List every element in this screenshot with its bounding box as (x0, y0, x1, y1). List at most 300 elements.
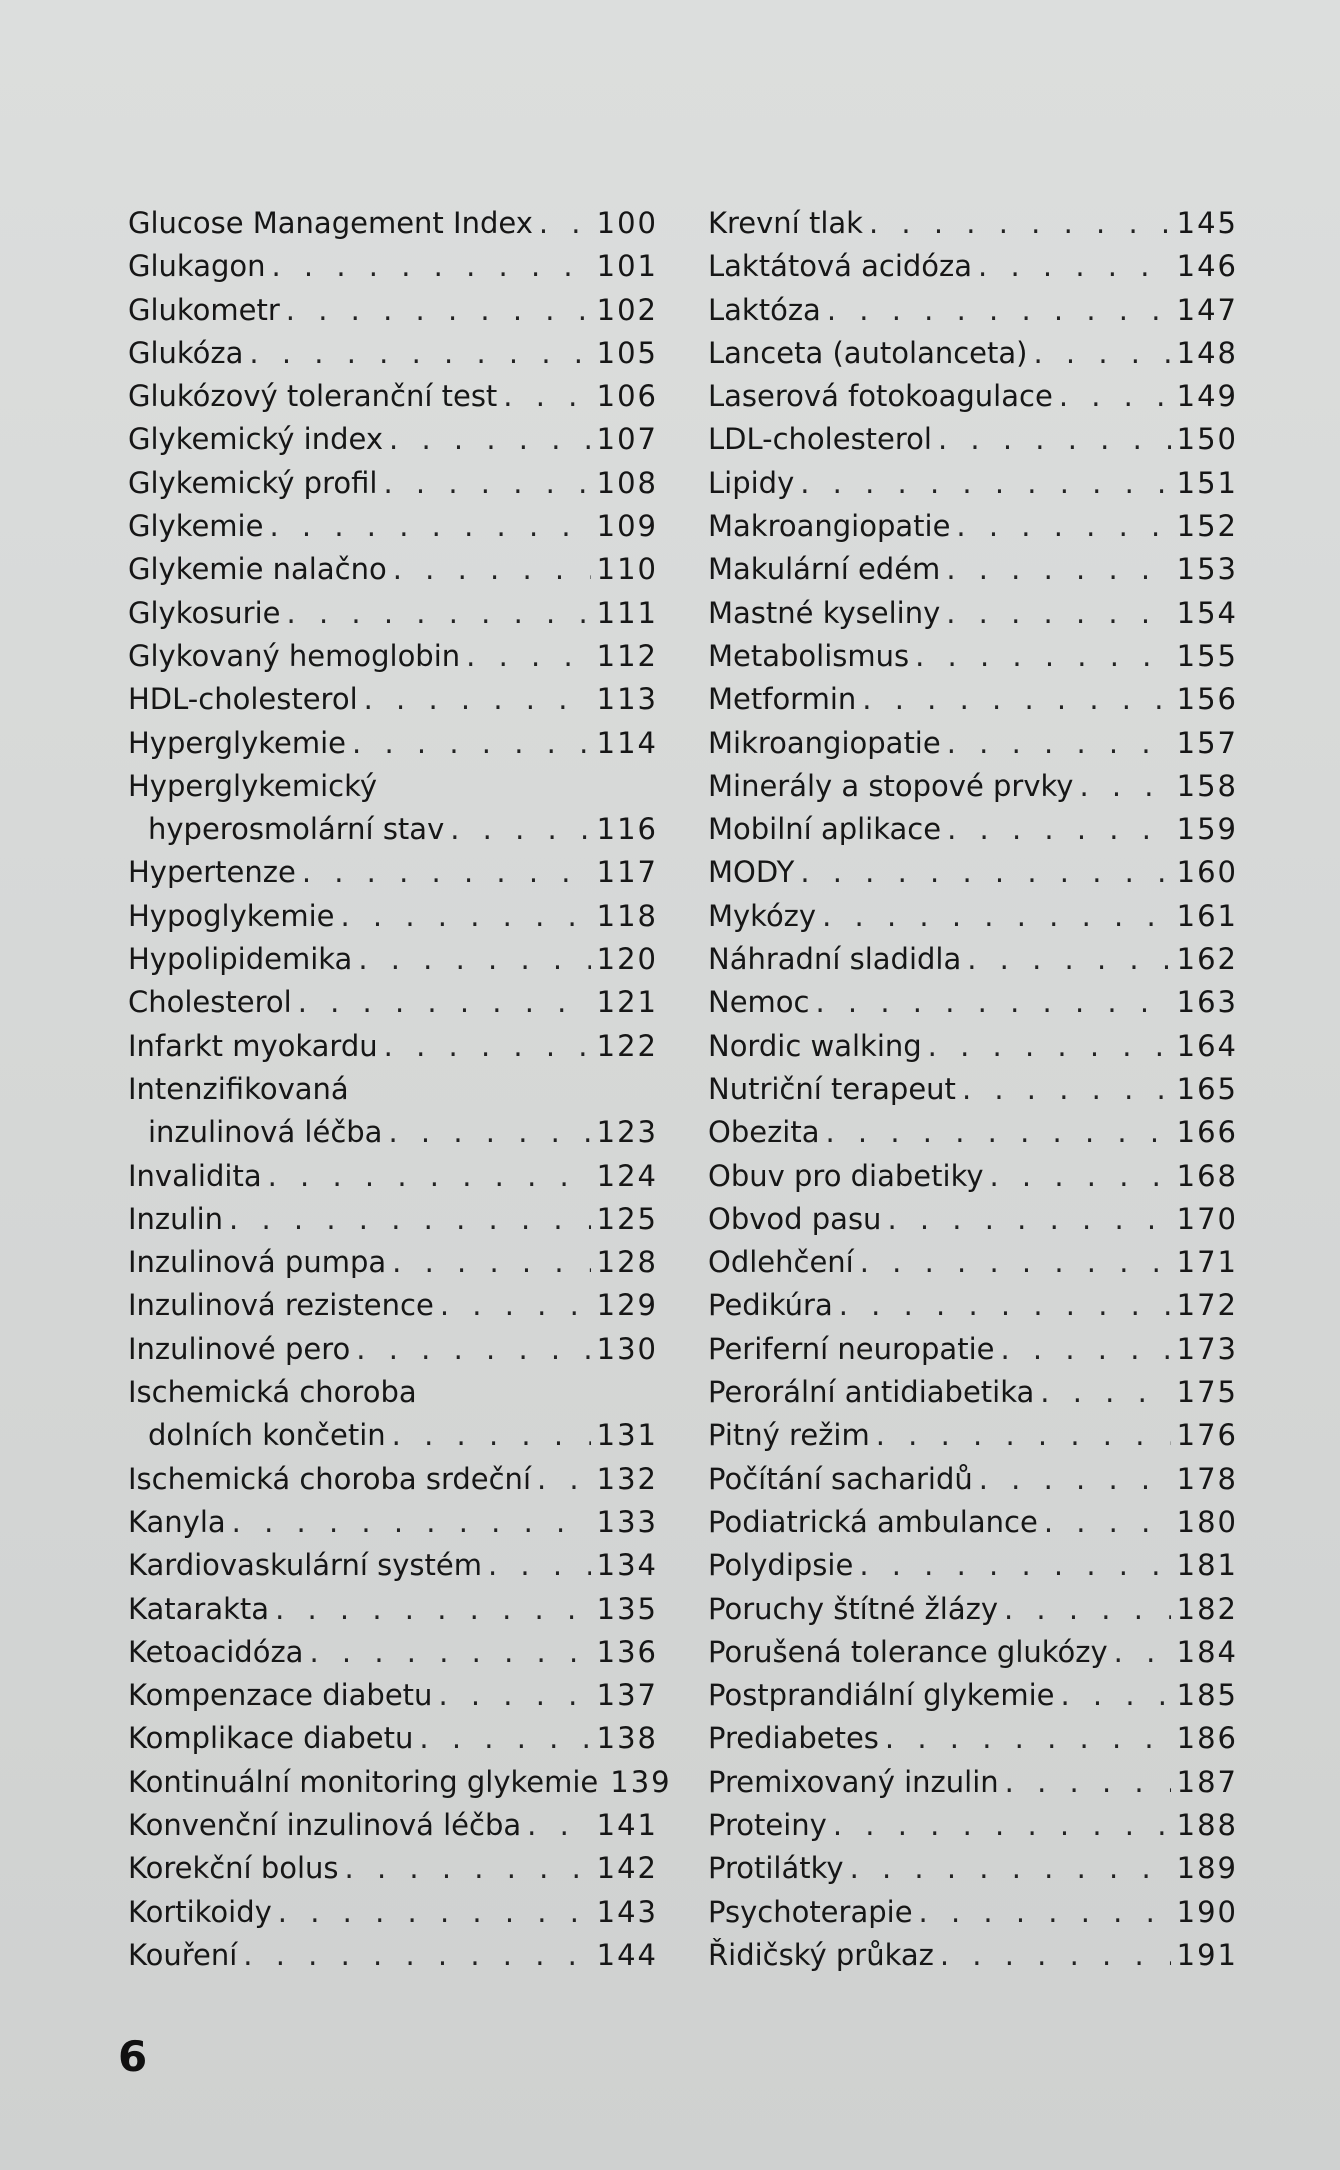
toc-entry (708, 765, 1238, 808)
toc-entry-page: 157 (1176, 725, 1238, 760)
dot-leader (287, 592, 591, 635)
toc-entry (708, 1847, 1238, 1890)
dot-leader (946, 592, 1170, 635)
toc-entry (128, 1934, 658, 1977)
dot-leader (915, 635, 1171, 678)
toc-entry-label: Kortikoidy (128, 1894, 272, 1929)
dot-leader (383, 462, 590, 505)
dot-leader (938, 418, 1171, 461)
toc-entry-page: 137 (596, 1678, 658, 1713)
dot-leader (268, 1155, 591, 1198)
dot-leader (1044, 1501, 1171, 1544)
toc-entry (128, 765, 658, 808)
toc-entry (128, 289, 658, 332)
dot-leader (815, 981, 1170, 1024)
toc-entry (128, 505, 658, 548)
toc-entry-page: 118 (596, 898, 658, 933)
dot-leader (833, 1804, 1171, 1847)
dot-leader (527, 1804, 591, 1847)
dot-leader (384, 1025, 591, 1068)
toc-entry-page: 132 (596, 1461, 658, 1496)
toc-entry (708, 1934, 1238, 1977)
toc-entry-page: 158 (1176, 768, 1238, 803)
dot-leader (345, 1847, 591, 1890)
dot-leader (388, 1111, 590, 1154)
toc-entry-label: Periferní neuropatie (708, 1331, 995, 1366)
dot-leader (352, 722, 591, 765)
toc-entry-page: 109 (596, 509, 658, 544)
dot-leader (919, 1891, 1171, 1934)
dot-leader (1114, 1631, 1171, 1674)
toc-entry (128, 245, 658, 288)
toc-entry-label: Obuv pro diabetiky (708, 1158, 984, 1193)
toc-entry-page: 107 (596, 422, 658, 457)
toc-entry-label: Glukometr (128, 292, 280, 327)
toc-entry-page: 145 (1176, 206, 1238, 240)
toc-entry (708, 808, 1238, 851)
dot-leader (947, 808, 1171, 851)
dot-leader (978, 245, 1171, 288)
toc-entry (708, 722, 1238, 765)
toc-entry-page: 144 (596, 1937, 658, 1972)
dot-leader (269, 505, 590, 548)
toc-entry-label: HDL-cholesterol (128, 682, 358, 717)
toc-entry (708, 375, 1238, 418)
toc-entry (128, 332, 658, 375)
dot-leader (243, 1934, 590, 1977)
toc-entry (128, 1111, 658, 1154)
toc-entry-page: 117 (596, 855, 658, 890)
dot-leader (356, 1328, 590, 1371)
toc-entry-page: 142 (596, 1851, 658, 1886)
toc-entry (128, 1241, 658, 1284)
toc-entry-label: Katarakta (128, 1591, 270, 1626)
toc-entry-page: 148 (1176, 335, 1238, 370)
toc-entry (128, 1588, 658, 1631)
toc-entry-page: 159 (1176, 812, 1238, 847)
toc-entry-label: Metformin (708, 682, 857, 717)
toc-entry-label: Metabolismus (708, 638, 910, 673)
toc-entry-page: 190 (1176, 1894, 1238, 1929)
toc-entry (128, 678, 658, 721)
toc-entry-label: Pitný režim (708, 1418, 870, 1453)
dot-leader (928, 1025, 1171, 1068)
toc-entry-page: 176 (1176, 1418, 1238, 1453)
toc-entry-page: 170 (1176, 1201, 1238, 1236)
dot-leader (539, 202, 591, 245)
toc-entry (708, 1068, 1238, 1111)
dot-leader (249, 332, 590, 375)
toc-entry (708, 1501, 1238, 1544)
toc-entry-label: Ischemická choroba srdeční (128, 1461, 531, 1496)
toc-entry-label: Lanceta (autolanceta) (708, 335, 1028, 370)
toc-entry-page: 162 (1176, 942, 1238, 977)
toc-entry-label: Obvod pasu (708, 1201, 882, 1236)
toc-entry-label: Korekční bolus (128, 1851, 339, 1886)
dot-leader (298, 981, 591, 1024)
toc-entry-label: Psychoterapie (708, 1894, 913, 1929)
toc-entry (708, 332, 1238, 375)
toc-entry-label: LDL-cholesterol (708, 422, 932, 457)
toc-entry-label: Mykózy (708, 898, 817, 933)
toc-entry-label: Nutriční terapeut (708, 1071, 956, 1106)
toc-entry (708, 505, 1238, 548)
dot-leader (822, 895, 1171, 938)
toc-entry-label: Kouření (128, 1937, 238, 1972)
toc-entry-label: Intenzifikovaná (128, 1071, 349, 1106)
toc-entry-page: 102 (596, 292, 658, 327)
toc-entry-label: Nemoc (708, 985, 810, 1020)
toc-entry-page: 131 (596, 1418, 658, 1453)
toc-entry-label: Inzulinová rezistence (128, 1288, 434, 1323)
toc-entry (128, 1198, 658, 1241)
toc-entry-label: Kontinuální monitoring glykemie (128, 1764, 599, 1799)
toc-entry (708, 1371, 1238, 1414)
toc-entry-page: 149 (1176, 379, 1238, 414)
toc-entry-page: 164 (1176, 1028, 1238, 1063)
toc-entry-label: Proteiny (708, 1807, 827, 1842)
toc-entry-page: 122 (596, 1028, 658, 1063)
dot-leader (1004, 1588, 1171, 1631)
dot-leader (392, 1414, 591, 1457)
dot-leader (859, 1544, 1170, 1587)
toc-entry-page: 106 (596, 379, 658, 414)
toc-entry (128, 1328, 658, 1371)
toc-entry (128, 1761, 672, 1804)
toc-entry (708, 938, 1238, 981)
toc-entry-page: 191 (1176, 1937, 1238, 1972)
toc-entry-label: Perorální antidiabetika (708, 1375, 1035, 1410)
toc-entry (128, 938, 658, 981)
dot-leader (1061, 1674, 1171, 1717)
toc-entry (708, 1544, 1238, 1587)
toc-entry-label: Hyperglykemický (128, 768, 378, 803)
toc-entry-page: 189 (1176, 1851, 1238, 1886)
dot-leader (862, 678, 1170, 721)
toc-entry-page: 128 (596, 1245, 658, 1280)
toc-entry (708, 592, 1238, 635)
toc-entry-label: Inzulin (128, 1201, 224, 1236)
toc-entry-page: 130 (596, 1331, 658, 1366)
toc-entry (128, 462, 658, 505)
toc-entry-label: Minerály a stopové prvky (708, 768, 1074, 803)
toc-entry-page: 163 (1176, 985, 1238, 1020)
dot-leader (1005, 1761, 1171, 1804)
toc-entry-label: Hypoglykemie (128, 898, 335, 933)
toc-entry-label: Náhradní sladidla (708, 942, 962, 977)
toc-entry (128, 1068, 658, 1111)
toc-entry-label: Invalidita (128, 1158, 262, 1193)
toc-entry (708, 462, 1238, 505)
dot-leader (860, 1241, 1171, 1284)
toc-entry (708, 548, 1238, 591)
toc-entry (128, 851, 658, 894)
dot-leader (869, 202, 1171, 245)
toc-entry-label: Poruchy štítné žlázy (708, 1591, 998, 1626)
toc-entry-label: hyperosmolární stav (148, 812, 445, 847)
toc-entry-label: Glucose Management Index (128, 206, 533, 240)
toc-entry-label: Polydipsie (708, 1548, 854, 1583)
toc-entry-page: 155 (1176, 638, 1238, 673)
toc-entry (128, 1717, 658, 1760)
dot-leader (364, 678, 591, 721)
dot-leader (389, 418, 591, 461)
toc-entry-page: 180 (1176, 1504, 1238, 1539)
toc-entry-page: 168 (1176, 1158, 1238, 1193)
toc-entry (128, 1025, 658, 1068)
toc-entry (708, 1804, 1238, 1847)
toc-entry (708, 1414, 1238, 1457)
toc-entry-page: 125 (596, 1201, 658, 1236)
dot-leader (850, 1847, 1171, 1890)
dot-leader (885, 1717, 1171, 1760)
toc-entry-label: Glukózový toleranční test (128, 379, 498, 414)
toc-entry-page: 178 (1176, 1461, 1238, 1496)
dot-leader (1000, 1328, 1170, 1371)
toc-entry (128, 1501, 658, 1544)
toc-entry-page: 175 (1176, 1375, 1238, 1410)
toc-entry-label: Protilátky (708, 1851, 844, 1886)
toc-entry (708, 1111, 1238, 1154)
toc-entry-label: Kardiovaskulární systém (128, 1548, 482, 1583)
toc-entry (128, 418, 658, 461)
toc-entry (128, 1284, 658, 1327)
dot-leader (940, 1934, 1171, 1977)
toc-entry-page: 172 (1176, 1288, 1238, 1323)
toc-entry (128, 1674, 658, 1717)
toc-entry (128, 1458, 658, 1501)
dot-leader (827, 289, 1171, 332)
dot-leader (956, 505, 1170, 548)
dot-leader (839, 1284, 1171, 1327)
toc-entry (708, 1761, 1238, 1804)
toc-entry (708, 1631, 1238, 1674)
toc-entry-label: Počítání sacharidů (708, 1461, 973, 1496)
dot-leader (278, 1891, 591, 1934)
toc-entry-label: Ketoacidóza (128, 1634, 304, 1669)
dot-leader (1059, 375, 1171, 418)
page-number: 6 (118, 2032, 148, 2081)
toc-entry-label: inzulinová léčba (148, 1115, 383, 1150)
toc-entry (128, 1891, 658, 1934)
toc-entry-page: 113 (596, 682, 658, 717)
toc-entry-page: 156 (1176, 682, 1238, 717)
toc-entry (708, 289, 1238, 332)
dot-leader (286, 289, 591, 332)
toc-entry-label: Komplikace diabetu (128, 1721, 414, 1756)
toc-entry-page: 166 (1176, 1115, 1238, 1150)
toc-entry (708, 851, 1238, 894)
toc-entry-label: Glukagon (128, 249, 266, 284)
toc-entry-page: 165 (1176, 1071, 1238, 1106)
toc-entry-page: 120 (596, 942, 658, 977)
dot-leader (967, 938, 1170, 981)
toc-entry (708, 1284, 1238, 1327)
dot-leader (309, 1631, 590, 1674)
toc-entry-label: Nordic walking (708, 1028, 922, 1063)
toc-entry-label: Krevní tlak (708, 206, 863, 240)
toc-entry-page: 154 (1176, 595, 1238, 630)
dot-leader (1033, 332, 1170, 375)
toc-entry-label: MODY (708, 855, 795, 890)
dot-leader (887, 1198, 1170, 1241)
toc-entry-label: Mobilní aplikace (708, 812, 942, 847)
toc-entry (128, 592, 658, 635)
toc-entry-page: 151 (1176, 465, 1238, 500)
toc-entry-label: Premixovaný inzulin (708, 1764, 999, 1799)
toc-entry-page: 114 (596, 725, 658, 760)
dot-leader (419, 1717, 590, 1760)
toc-entry (128, 1155, 658, 1198)
dot-leader (876, 1414, 1171, 1457)
toc-entry-label: Odlehčení (708, 1245, 854, 1280)
toc-entry-label: Glykemický index (128, 422, 384, 457)
toc-entry (128, 375, 658, 418)
dot-leader (392, 1241, 591, 1284)
toc-entry-page: 184 (1176, 1634, 1238, 1669)
dot-leader (466, 635, 590, 678)
dot-leader (488, 1544, 591, 1587)
toc-entry-page: 147 (1176, 292, 1238, 327)
toc-entry-label: Řidičský průkaz (708, 1937, 934, 1972)
toc-entry (708, 245, 1238, 288)
toc-entry-page: 100 (596, 206, 658, 240)
toc-entry-label: Glykemie (128, 509, 264, 544)
toc-entry-label: Obezita (708, 1115, 820, 1150)
toc-entry-page: 146 (1176, 249, 1238, 284)
toc-entry (128, 1804, 658, 1847)
toc-entry-page: 135 (596, 1591, 658, 1626)
toc-entry-label: Inzulinové pero (128, 1331, 351, 1366)
toc-entry-page: 101 (596, 249, 658, 284)
toc-entry-page: 173 (1176, 1331, 1238, 1366)
toc-column-right (708, 202, 1238, 1977)
toc-entry-label: Kompenzace diabetu (128, 1678, 433, 1713)
dot-leader (275, 1588, 591, 1631)
toc-entry-page: 186 (1176, 1721, 1238, 1756)
dot-leader (232, 1501, 591, 1544)
toc-entry-label: dolních končetin (148, 1418, 386, 1453)
toc-entry (128, 1631, 658, 1674)
toc-entry-page: 153 (1176, 552, 1238, 587)
toc-entry (128, 202, 658, 245)
toc-entry-page: 188 (1176, 1807, 1238, 1842)
toc-entry (128, 548, 658, 591)
toc-entry (708, 678, 1238, 721)
toc-entry-page: 111 (596, 595, 658, 630)
toc-entry-page: 152 (1176, 509, 1238, 544)
toc-entry-label: Porušená tolerance glukózy (708, 1634, 1108, 1669)
toc-entry-page: 185 (1176, 1678, 1238, 1713)
toc-entry-page: 124 (596, 1158, 658, 1193)
toc-entry-page: 105 (596, 335, 658, 370)
toc-entry-page: 121 (596, 985, 658, 1020)
toc-entry-label: Laktóza (708, 292, 821, 327)
toc-entry (708, 1025, 1238, 1068)
toc-entry-page: 112 (596, 638, 658, 673)
toc-entry-label: Glykemický profil (128, 465, 378, 500)
toc-entry-label: Glykemie nalačno (128, 552, 387, 587)
toc-entry-label: Mikroangiopatie (708, 725, 941, 760)
dot-leader (990, 1155, 1171, 1198)
toc-entry (708, 981, 1238, 1024)
toc-entry-page: 134 (596, 1548, 658, 1583)
toc-entry (128, 981, 658, 1024)
toc-entry-label: Postprandiální glykemie (708, 1678, 1055, 1713)
toc-entry-page: 160 (1176, 855, 1238, 890)
toc-entry-label: Pedikúra (708, 1288, 833, 1323)
toc-entry-label: Cholesterol (128, 985, 292, 1020)
toc-entry (708, 418, 1238, 461)
toc-entry (708, 635, 1238, 678)
toc-entry-page: 133 (596, 1504, 658, 1539)
toc-entry (708, 1328, 1238, 1371)
toc-entry (708, 1588, 1238, 1631)
toc-entry (708, 202, 1238, 245)
toc-entry-label: Lipidy (708, 465, 795, 500)
toc-entry-label: Hypertenze (128, 855, 296, 890)
dot-leader (537, 1458, 591, 1501)
dot-leader (946, 548, 1170, 591)
toc-entry (128, 895, 658, 938)
toc-entry-label: Makulární edém (708, 552, 941, 587)
toc-entry (128, 722, 658, 765)
toc-entry-label: Konvenční inzulinová léčba (128, 1807, 522, 1842)
dot-leader (440, 1284, 591, 1327)
dot-leader (962, 1068, 1171, 1111)
toc-entry-page: 187 (1176, 1764, 1238, 1799)
toc-entry-label: Hyperglykemie (128, 725, 347, 760)
toc-column-left (128, 202, 672, 1977)
dot-leader (800, 462, 1170, 505)
toc-entry (708, 1458, 1238, 1501)
toc-entry (708, 895, 1238, 938)
toc-entry-page: 139 (610, 1764, 672, 1799)
toc-entry-page: 108 (596, 465, 658, 500)
toc-entry (128, 1544, 658, 1587)
dot-leader (393, 548, 591, 591)
toc-entry (708, 1241, 1238, 1284)
toc-entry-page: 181 (1176, 1548, 1238, 1583)
toc-entry (708, 1674, 1238, 1717)
toc-entry (708, 1717, 1238, 1760)
toc-entry-label: Glukóza (128, 335, 244, 370)
toc-entry-page: 161 (1176, 898, 1238, 933)
dot-leader (1040, 1371, 1170, 1414)
toc-entry-label: Laktátová acidóza (708, 249, 973, 284)
toc-entry (708, 1155, 1238, 1198)
dot-leader (341, 895, 591, 938)
dot-leader (358, 938, 590, 981)
toc-entry-label: Inzulinová pumpa (128, 1245, 387, 1280)
toc-entry-label: Infarkt myokardu (128, 1028, 378, 1063)
toc-entry-page: 141 (596, 1807, 658, 1842)
toc-entry-label: Ischemická choroba (128, 1375, 417, 1410)
toc-entry-label: Glykovaný hemoglobin (128, 638, 461, 673)
toc-entry-page: 138 (596, 1721, 658, 1756)
dot-leader (826, 1111, 1171, 1154)
toc-entry-page: 171 (1176, 1245, 1238, 1280)
toc-entry-label: Makroangiopatie (708, 509, 951, 544)
dot-leader (979, 1458, 1171, 1501)
toc-entry (128, 808, 658, 851)
dot-leader (800, 851, 1170, 894)
toc-entry (708, 1891, 1238, 1934)
toc-entry-page: 150 (1176, 422, 1238, 457)
dot-leader (229, 1198, 591, 1241)
dot-leader (438, 1674, 590, 1717)
toc-entry-page: 143 (596, 1894, 658, 1929)
